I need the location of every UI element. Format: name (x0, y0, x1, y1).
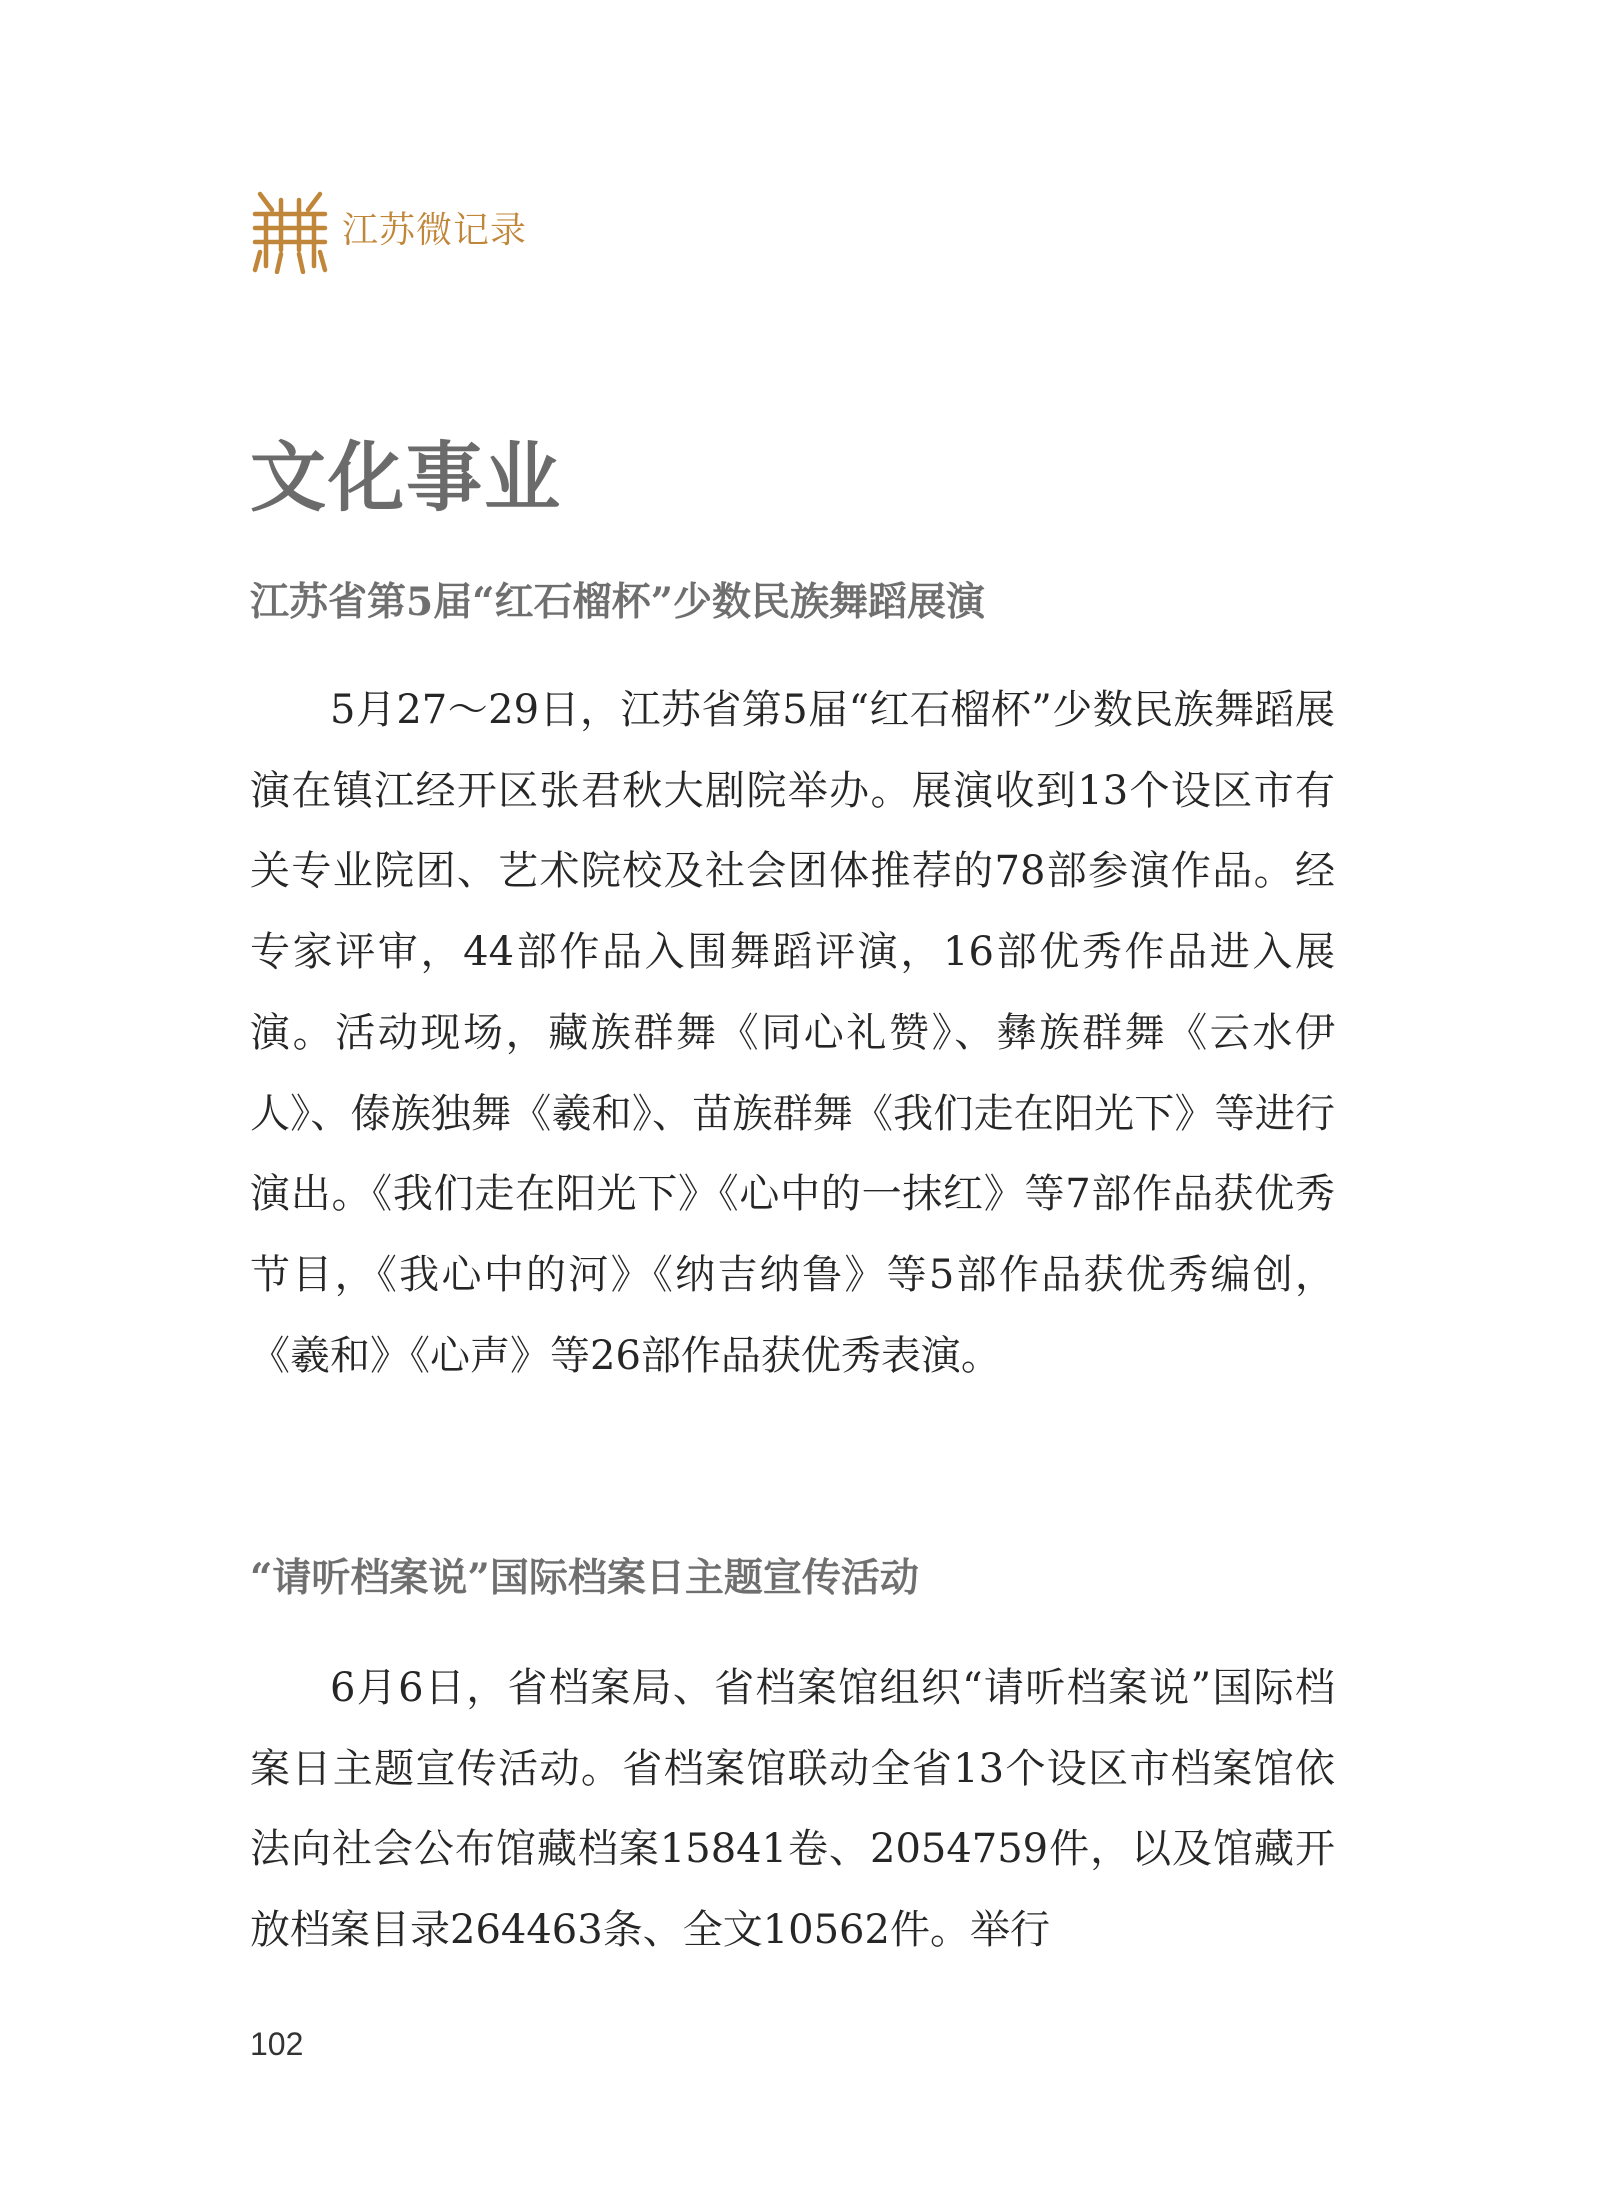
header-title: 江苏微记录 (342, 210, 528, 251)
section-title: 文化事业 (250, 433, 562, 522)
article-body: 5月27～29日，江苏省第5届“红石榴杯”少数民族舞蹈展演在镇江经开区张君秋大剧院举办。展演收到13个设区市有关专业院团、艺术院校及社会团体推荐的78部参演作品。经专家评审，44部作品入围舞蹈评演，16部优秀作品进入展演。活动现场，藏族群舞《同心礼赞》、彝族群舞《云水伊人》、傣族独舞《羲和》、苗族群舞《我们走在阳光下》等进行演出。《我们走在阳光下》《心中的一抹红》等7部作品获优秀节目，《我心中的河》《纳吉纳鲁》等5部作品获优秀编创，《羲和》《心声》等26部作品获优秀表演。 (250, 687, 1335, 1379)
jiangsu-weijilu-logo-icon (252, 188, 328, 274)
article-archives-day (250, 1550, 1335, 1971)
article-title: “请听档案说”国际档案日主题宣传活动 (250, 1555, 919, 1601)
article-dance-exhibition (250, 574, 1335, 1396)
article-title: 江苏省第5届“红石榴杯”少数民族舞蹈展演 (250, 579, 986, 625)
page-number: 102 (250, 2026, 304, 2062)
page-header (252, 188, 527, 274)
article-body: 6月6日，省档案局、省档案馆组织“请听档案说”国际档案日主题宣传活动。省档案馆联动全省13个设区市档案馆依法向社会公布馆藏档案15841卷、2054759件，以及馆藏开放档案目录264463条、全文10562件。举行 (250, 1665, 1335, 1954)
